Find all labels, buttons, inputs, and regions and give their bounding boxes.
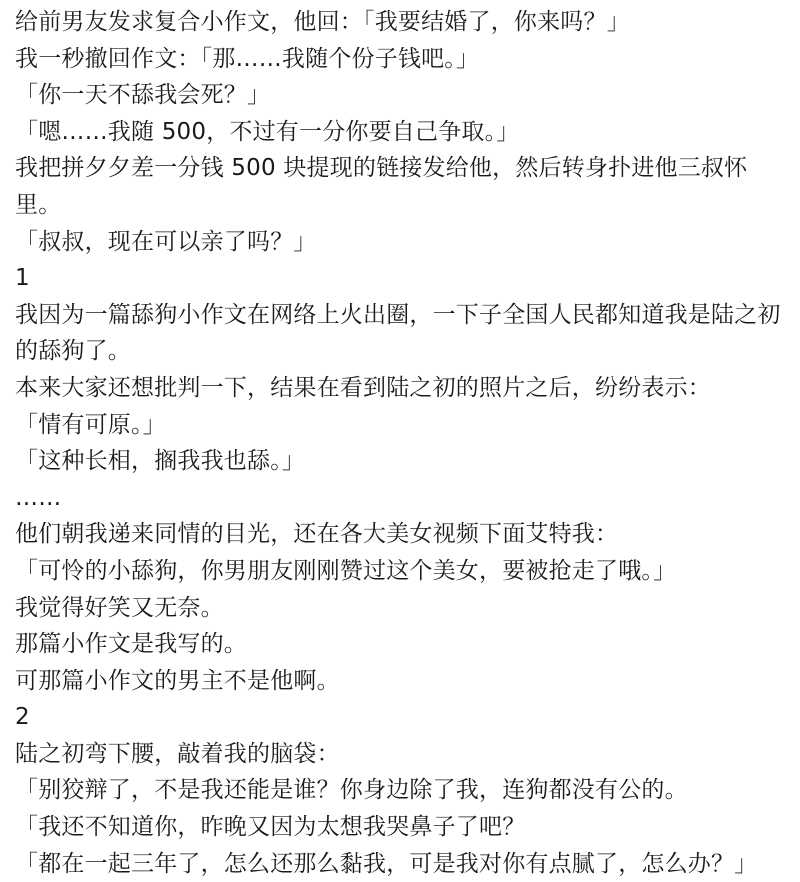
section-number: 2 bbox=[15, 704, 30, 731]
text-line: 可那篇小作文的男主不是他啊。 bbox=[15, 667, 340, 694]
text-line: 「我还不知道你，昨晚又因为太想我哭鼻子了吧？ bbox=[15, 814, 526, 841]
text-line: 「都在一起三年了，怎么还那么黏我，可是我对你有点腻了，怎么办？」 bbox=[15, 850, 758, 877]
text-line: 我觉得好笑又无奈。 bbox=[15, 594, 224, 621]
text-line: 给前男友发求复合小作文，他回：「我要结婚了，你来吗？」 bbox=[15, 9, 630, 35]
text-line: 「这种长相，搁我我也舔。」 bbox=[15, 448, 306, 475]
article-text bbox=[15, 4, 785, 882]
text-line: 「可怜的小舔狗，你男朋友刚刚赞过这个美女，要被抢走了哦。」 bbox=[15, 557, 677, 584]
text-line: 陆之初弯下腰，敲着我的脑袋： bbox=[15, 740, 340, 767]
text-line: 那篇小作文是我写的。 bbox=[15, 631, 247, 658]
ellipsis-line: …… bbox=[15, 484, 62, 511]
text-line: 我因为一篇舔狗小作文在网络上火出圈，一下子全国人民都知道我是陆之初的舔狗了。 bbox=[15, 301, 781, 365]
text-line: 本来大家还想批判一下，结果在看到陆之初的照片之后，纷纷表示： bbox=[15, 374, 711, 401]
text-line: 「叔叔，现在可以亲了吗？」 bbox=[15, 228, 317, 255]
text-line: 「情有可原。」 bbox=[15, 411, 166, 438]
text-line: 「嗯……我随 500，不过有一分你要自己争取。」 bbox=[15, 118, 520, 145]
text-line: 他们朝我递来同情的目光，还在各大美女视频下面艾特我： bbox=[15, 521, 619, 548]
text-line: 我把拼夕夕差一分钱 500 块提现的链接发给他，然后转身扑进他三叔怀里。 bbox=[15, 155, 748, 218]
text-line: 「你一天不舔我会死？」 bbox=[15, 82, 271, 109]
text-line: 「别狡辩了，不是我还能是谁？你身边除了我，连狗都没有公的。 bbox=[15, 777, 688, 804]
text-line: 我一秒撤回作文：「那……我随个份子钱吧。」 bbox=[15, 45, 480, 72]
section-number: 1 bbox=[15, 265, 30, 292]
